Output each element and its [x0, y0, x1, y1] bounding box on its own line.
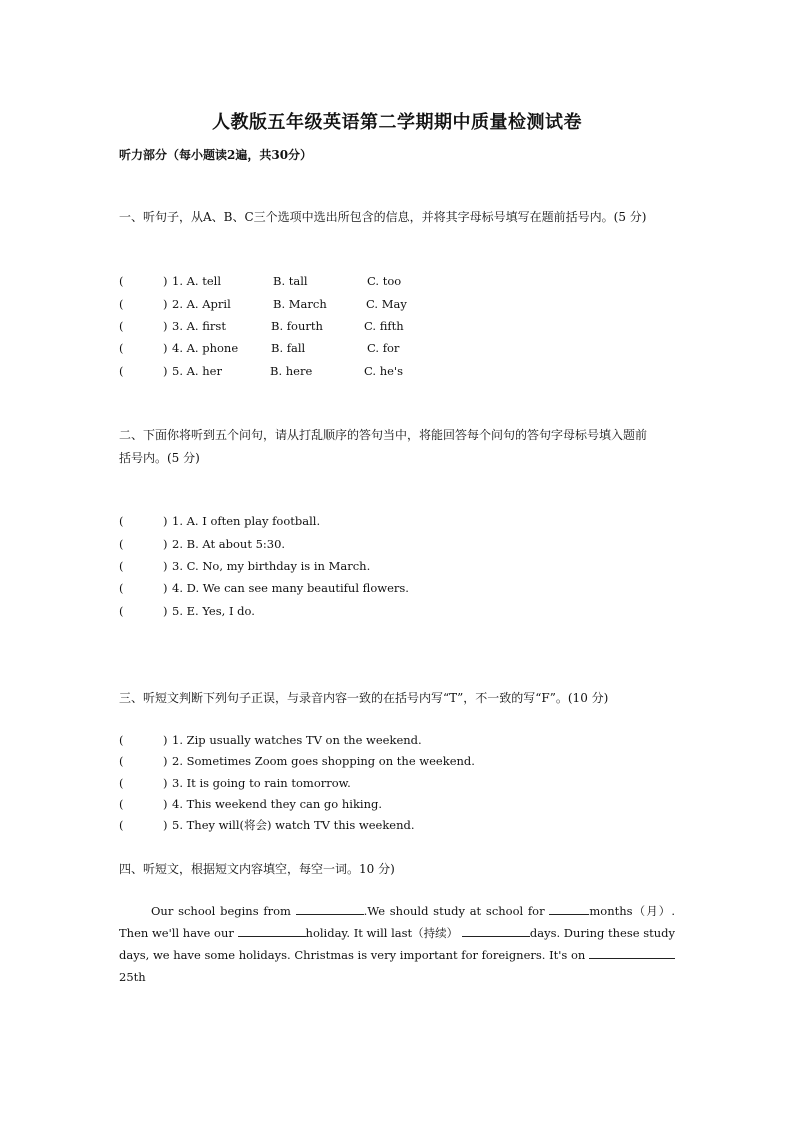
question-option-b: B. fourth	[271, 319, 323, 333]
passage-text: .We should study at school for	[363, 904, 545, 918]
listening-part-heading: 听力部分（每小题读2遍，共30分）	[119, 148, 313, 162]
answer-bracket-open[interactable]: (	[119, 297, 124, 311]
answer-bracket-close: )	[163, 297, 168, 311]
page-title: 人教版五年级英语第二学期期中质量检测试卷	[212, 112, 582, 133]
answer-bracket-open[interactable]: (	[119, 364, 124, 378]
question-option-a: 2. A. April	[172, 297, 231, 311]
answer-bracket-open[interactable]: (	[119, 776, 124, 790]
question-option-c: C. fifth	[364, 319, 404, 333]
answer-bracket-open[interactable]: (	[119, 733, 124, 747]
question-option-b: B. fall	[271, 341, 306, 355]
answer-bracket-close: )	[163, 364, 168, 378]
answer-bracket-open[interactable]: (	[119, 559, 124, 573]
passage-text: 25th	[119, 970, 146, 984]
passage-text: days. During these study days, we	[119, 926, 676, 962]
answer-bracket-open[interactable]: (	[119, 818, 124, 832]
answer-bracket-close: )	[163, 604, 168, 618]
question-option-a: 1. A. tell	[172, 274, 222, 288]
answer-bracket-open[interactable]: (	[119, 341, 124, 355]
question-option-b: B. March	[273, 297, 327, 311]
answer-bracket-close: )	[163, 559, 168, 573]
passage-text: Our school begins from	[151, 904, 291, 918]
statement-text: 5. They will(将会) watch TV this weekend.	[172, 818, 415, 832]
fill-blank[interactable]	[462, 924, 530, 937]
statement-text: 3. It is going to rain tomorrow.	[172, 776, 351, 790]
passage-text: holiday. It will last（持续）	[305, 926, 459, 940]
answer-bracket-close: )	[163, 341, 168, 355]
question-option-a: 5. A. her	[172, 364, 222, 378]
answer-bracket-close: )	[163, 754, 168, 768]
answer-bracket-open[interactable]: (	[119, 604, 124, 618]
statement-text: 1. Zip usually watches TV on the weekend.	[172, 733, 422, 747]
answer-bracket-open[interactable]: (	[119, 581, 124, 595]
answer-bracket-close: )	[163, 733, 168, 747]
question-option-a: 3. A. first	[172, 319, 226, 333]
passage-text: months（月）. Then	[119, 904, 676, 940]
answer-option-text: 4. D. We can see many beautiful flowers.	[172, 581, 409, 595]
question-option-c: C. for	[367, 341, 400, 355]
section2-heading-line2: 括号内。(5 分)	[119, 451, 200, 465]
answer-bracket-close: )	[163, 818, 168, 832]
question-option-c: C. too	[367, 274, 402, 288]
answer-bracket-open[interactable]: (	[119, 754, 124, 768]
answer-option-text: 1. A. I often play football.	[172, 514, 321, 528]
passage-text: have some holidays. Christmas is very important for foreigners. It's on	[173, 948, 586, 962]
section3-heading: 三、听短文判断下列句子正误，与录音内容一致的在括号内写“T”，不一致的写“F”。(10 分)	[119, 691, 609, 705]
question-option-c: C. he's	[364, 364, 403, 378]
answer-bracket-open[interactable]: (	[119, 274, 124, 288]
question-option-b: B. tall	[273, 274, 308, 288]
section2-heading-line1: 二、下面你将听到五个问句，请从打乱顺序的答句当中，将能回答每个问句的答句字母标号填入题前	[119, 428, 648, 442]
answer-bracket-open[interactable]: (	[119, 537, 124, 551]
answer-bracket-close: )	[163, 797, 168, 811]
answer-bracket-close: )	[163, 319, 168, 333]
answer-bracket-close: )	[163, 776, 168, 790]
passage-text: we'll have our	[151, 926, 234, 940]
answer-bracket-open[interactable]: (	[119, 319, 124, 333]
answer-bracket-close: )	[163, 581, 168, 595]
answer-bracket-close: )	[163, 274, 168, 288]
fill-blank[interactable]	[589, 946, 675, 959]
question-option-a: 4. A. phone	[172, 341, 239, 355]
answer-bracket-close: )	[163, 514, 168, 528]
question-option-b: B. here	[270, 364, 313, 378]
fill-blank[interactable]	[238, 924, 306, 937]
section1-heading: 一、听句子，从A、B、C三个选项中选出所包含的信息，并将其字母标号填写在题前括号内。(5 分)	[119, 210, 647, 224]
answer-bracket-open[interactable]: (	[119, 797, 124, 811]
answer-option-text: 5. E. Yes, I do.	[172, 604, 255, 618]
answer-bracket-open[interactable]: (	[119, 514, 124, 528]
statement-text: 4. This weekend they can go hiking.	[172, 797, 383, 811]
statement-text: 2. Sometimes Zoom goes shopping on the weekend.	[172, 754, 475, 768]
answer-bracket-close: )	[163, 537, 168, 551]
answer-option-text: 3. C. No, my birthday is in March.	[172, 559, 371, 573]
fill-blank[interactable]	[549, 902, 589, 915]
section4-passage	[119, 900, 675, 988]
section4-heading: 四、听短文，根据短文内容填空，每空一词。10 分)	[119, 862, 395, 876]
answer-option-text: 2. B. At about 5:30.	[172, 537, 286, 551]
fill-blank[interactable]	[296, 902, 364, 915]
question-option-c: C. May	[366, 297, 407, 311]
